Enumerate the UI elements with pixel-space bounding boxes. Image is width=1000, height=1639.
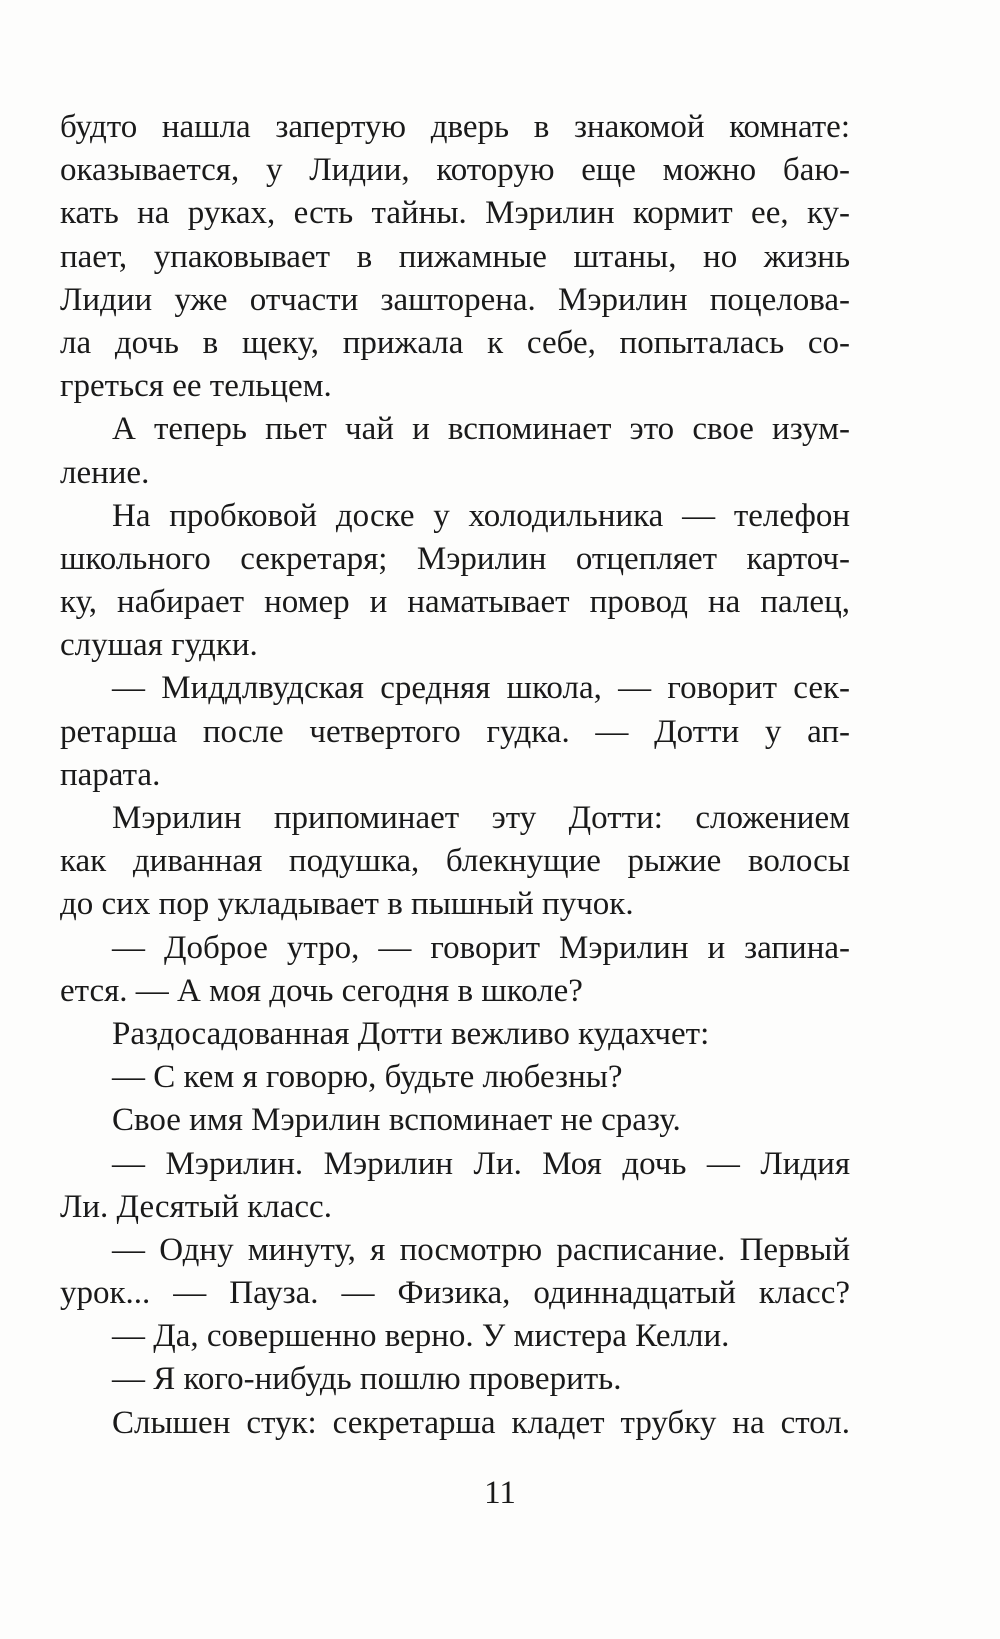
text-line: как диванная подушка, блекнущие рыжие волосы: [60, 843, 850, 880]
text-line: На пробковой доске у холодильника — телефон: [112, 497, 850, 534]
text-line: Мэрилин припоминает эту Дотти: сложением: [112, 800, 850, 836]
text-line: будто нашла запертую дверь в знакомой комнате:: [60, 109, 850, 145]
text-line: — С кем я говорю, будьте любезны?: [112, 1059, 623, 1096]
text-line: до сих пор укладывает в пышный пучок.: [60, 886, 634, 923]
text-line: пает, упаковывает в пижамные штаны, но жизнь: [60, 238, 850, 275]
text-line: ретарша после четвертого гудка. — Дотти у ап-: [60, 713, 850, 750]
text-line: — Одну минуту, я посмотрю расписание. Первый: [112, 1231, 850, 1268]
text-line: кать на руках, есть тайны. Мэрилин кормит ее, ку-: [60, 195, 850, 232]
text-line: Раздосадованная Дотти вежливо кудахчет:: [112, 1015, 710, 1052]
page-number: 11: [484, 1475, 516, 1511]
text-line: греться ее тельцем.: [60, 368, 332, 405]
body-text: [60, 106, 850, 1445]
text-line: оказывается, у Лидии, которую еще можно баю-: [60, 152, 850, 189]
text-line: А теперь пьет чай и вспоминает это свое изум-: [112, 411, 850, 448]
text-line: — Миддлвудская средняя школа, — говорит сек-: [112, 670, 850, 707]
text-line: Лидии уже отчасти зашторена. Мэрилин поцелова-: [60, 281, 850, 318]
text-line: — Доброе утро, — говорит Мэрилин и запина-: [112, 929, 850, 966]
text-line: ла дочь в щеку, прижала к себе, попыталась со-: [60, 324, 850, 361]
text-line: Ли. Десятый класс.: [60, 1188, 332, 1225]
text-line: Свое имя Мэрилин вспоминает не сразу.: [112, 1102, 681, 1139]
text-line: слушая гудки.: [60, 627, 258, 664]
text-line: ление.: [60, 454, 150, 491]
text-line: — Мэрилин. Мэрилин Ли. Моя дочь — Лидия: [112, 1145, 850, 1182]
text-line: — Я кого-нибудь пошлю проверить.: [112, 1361, 622, 1398]
text-line: школьного секретаря; Мэрилин отцепляет карточ-: [60, 540, 850, 577]
text-line: ется. — А моя дочь сегодня в школе?: [60, 972, 583, 1009]
text-line: Слышен стук: секретарша кладет трубку на стол.: [112, 1404, 850, 1441]
text-line: — Да, совершенно верно. У мистера Келли.: [112, 1318, 730, 1355]
text-line: ку, набирает номер и наматывает провод на палец,: [60, 584, 850, 621]
text-line: парата.: [60, 756, 161, 793]
text-line: урок... — Пауза. — Физика, одиннадцатый класс?: [60, 1275, 850, 1312]
